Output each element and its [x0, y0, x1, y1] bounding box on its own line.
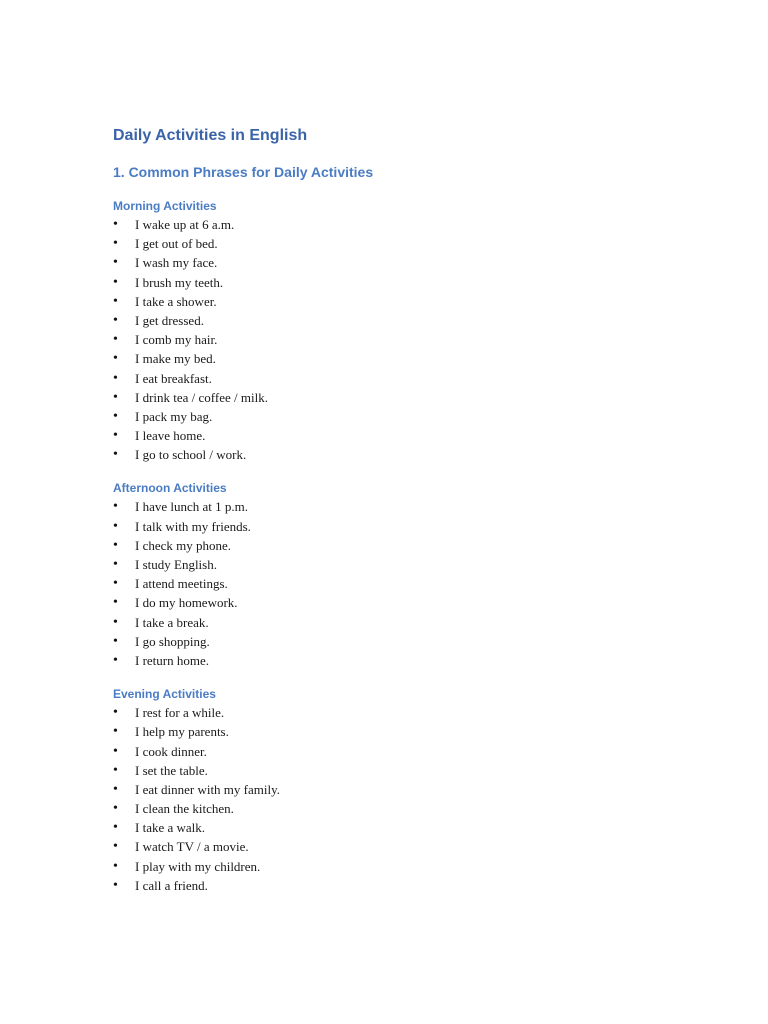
list-item	[113, 613, 673, 632]
bullet-icon: •	[113, 499, 118, 515]
list-item	[113, 818, 673, 837]
bullet-icon: •	[113, 255, 118, 271]
bullet-icon: •	[113, 236, 118, 252]
list-item	[113, 497, 673, 516]
list-item-text: I clean the kitchen.	[135, 801, 234, 817]
list-item	[113, 388, 673, 407]
list-item	[113, 445, 673, 464]
bullet-icon: •	[113, 428, 118, 444]
list-item	[113, 555, 673, 574]
list-item	[113, 651, 673, 670]
list-item	[113, 536, 673, 555]
list-item-text: I eat breakfast.	[135, 370, 212, 386]
list-item-text: I watch TV / a movie.	[135, 839, 249, 855]
section-heading: 1. Common Phrases for Daily Activities	[113, 164, 374, 180]
list-item	[113, 349, 673, 368]
list-item-text: I return home.	[135, 652, 210, 668]
bullet-icon: •	[113, 518, 118, 534]
bullet-icon: •	[113, 743, 118, 759]
list-item	[113, 215, 673, 234]
list-item	[113, 369, 673, 388]
bullet-icon: •	[113, 614, 118, 630]
bullet-icon: •	[113, 781, 118, 797]
list-item-text: I check my phone.	[135, 537, 232, 553]
list-item-text: I talk with my friends.	[135, 518, 251, 534]
list-item-text: I wash my face.	[135, 255, 218, 271]
list-item-text: I comb my hair.	[135, 332, 218, 348]
list-item	[113, 234, 673, 253]
list-item-text: I play with my children.	[135, 858, 261, 874]
list-item-text: I set the table.	[135, 762, 208, 778]
bullet-icon: •	[113, 389, 118, 405]
bullet-icon: •	[113, 820, 118, 836]
list-item	[113, 722, 673, 741]
list-item	[113, 330, 673, 349]
list-item-text: I cook dinner.	[135, 743, 207, 759]
list-item	[113, 837, 673, 856]
list-item	[113, 426, 673, 445]
bullet-icon: •	[113, 332, 118, 348]
morning-list	[113, 215, 673, 464]
list-item-text: I go to school / work.	[135, 447, 247, 463]
bullet-icon: •	[113, 633, 118, 649]
list-item	[113, 593, 673, 612]
bullet-icon: •	[113, 537, 118, 553]
evening-heading: Evening Activities	[113, 687, 216, 702]
bullet-icon: •	[113, 408, 118, 424]
list-item	[113, 407, 673, 426]
list-item-text: I have lunch at 1 p.m.	[135, 499, 248, 515]
list-item-text: I drink tea / coffee / milk.	[135, 389, 268, 405]
bullet-icon: •	[113, 839, 118, 855]
bullet-icon: •	[113, 274, 118, 290]
bullet-icon: •	[113, 877, 118, 893]
list-item-text: I wake up at 6 a.m.	[135, 217, 235, 232]
list-item	[113, 799, 673, 818]
list-item-text: I get out of bed.	[135, 236, 218, 252]
list-item-text: I help my parents.	[135, 724, 229, 740]
list-item	[113, 761, 673, 780]
list-item	[113, 253, 673, 272]
list-item-text: I go shopping.	[135, 633, 210, 649]
list-item-text: I do my homework.	[135, 595, 238, 611]
bullet-icon: •	[113, 576, 118, 592]
list-item	[113, 742, 673, 761]
list-item-text: I rest for a while.	[135, 705, 225, 721]
list-item	[113, 632, 673, 651]
bullet-icon: •	[113, 557, 118, 572]
afternoon-list	[113, 497, 673, 670]
bullet-icon: •	[113, 652, 118, 668]
list-item-text: I eat dinner with my family.	[135, 781, 281, 797]
list-item-text: I brush my teeth.	[135, 274, 224, 290]
list-item-text: I pack my bag.	[135, 408, 213, 424]
list-item-text: I get dressed.	[135, 312, 204, 328]
bullet-icon: •	[113, 858, 118, 874]
bullet-icon: •	[113, 312, 118, 328]
morning-heading: Morning Activities	[113, 199, 217, 213]
bullet-icon: •	[113, 351, 118, 367]
list-item-text: I make my bed.	[135, 351, 216, 367]
bullet-icon: •	[113, 705, 118, 721]
list-item	[113, 517, 673, 536]
list-item	[113, 273, 673, 292]
document-body	[113, 125, 673, 895]
list-item	[113, 857, 673, 876]
list-item-text: I attend meetings.	[135, 576, 228, 592]
list-item-text: I study English.	[135, 557, 217, 572]
list-item	[113, 876, 673, 895]
list-item-text: I take a break.	[135, 614, 209, 630]
bullet-icon: •	[113, 370, 118, 386]
list-item	[113, 780, 673, 799]
bullet-icon: •	[113, 595, 118, 611]
list-item-text: I leave home.	[135, 428, 206, 444]
bullet-icon: •	[113, 724, 118, 740]
list-item-text: I take a shower.	[135, 293, 217, 309]
evening-list	[113, 703, 673, 895]
bullet-icon: •	[113, 801, 118, 817]
list-item-text: I call a friend.	[135, 877, 208, 893]
afternoon-heading: Afternoon Activities	[113, 481, 227, 496]
list-item	[113, 574, 673, 593]
document-title: Daily Activities in English	[113, 127, 308, 144]
list-item	[113, 703, 673, 722]
bullet-icon: •	[113, 447, 118, 463]
bullet-icon: •	[113, 293, 118, 309]
list-item-text: I take a walk.	[135, 820, 206, 836]
list-item	[113, 292, 673, 311]
bullet-icon: •	[113, 762, 118, 778]
list-item	[113, 311, 673, 330]
bullet-icon: •	[113, 217, 118, 232]
